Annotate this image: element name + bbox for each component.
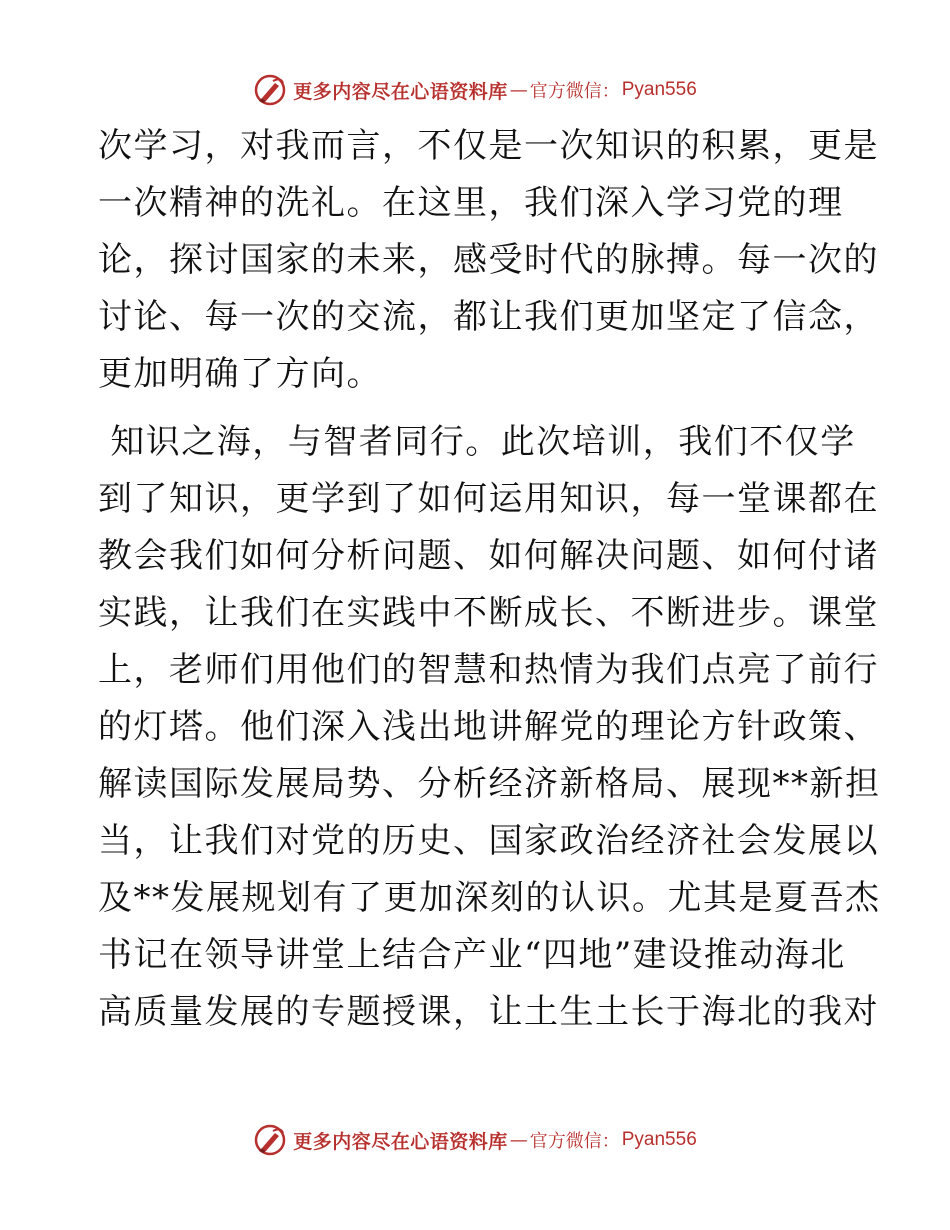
text-line: 及**发展规划有了更加深刻的认识。尤其是夏吾杰 (98, 878, 881, 918)
header-wechat-label: 官方微信： (529, 81, 620, 102)
text-line: 讨论、每一次的交流，都让我们更加坚定了信念， (98, 297, 879, 337)
text-line: 当，让我们对党的历史、国家政治经济社会发展以 (98, 821, 879, 861)
pen-logo-icon (253, 1123, 287, 1157)
text-line: 到了知识，更学到了如何运用知识，每一堂课都在 (98, 479, 879, 519)
pen-logo-icon (253, 73, 287, 107)
text-line: 更加明确了方向。 (98, 354, 382, 394)
text-line: 解读国际发展局势、分析经济新格局、展现**新担 (98, 764, 881, 804)
text-line: 教会我们如何分析问题、如何解决问题、如何付诸 (98, 536, 879, 576)
text-line: 论，探讨国家的未来，感受时代的脉搏。每一次的 (98, 240, 879, 280)
footer-brand-text: 更多内容尽在心语资料库 (293, 1130, 508, 1153)
text-line: 实践，让我们在实践中不断成长、不断进步。课堂 (98, 593, 879, 633)
header-brand-text: 更多内容尽在心语资料库 (293, 80, 508, 103)
footer-separator: — (509, 1129, 528, 1151)
footer-banner (0, 1120, 950, 1160)
text-line: 书记在领导讲堂上结合产业“四地”建设推动海北 (98, 935, 846, 975)
text-line: 的灯塔。他们深入浅出地讲解党的理论方针政策、 (98, 707, 879, 747)
text-line: 知识之海，与智者同行。此次培训，我们不仅学 (98, 422, 856, 462)
paragraph-gap (98, 403, 852, 414)
text-line: 高质量发展的专题授课，让土生土长于海北的我对 (98, 992, 879, 1032)
text-line: 一次精神的洗礼。在这里，我们深入学习党的理 (98, 183, 844, 223)
paragraph-1 (98, 118, 879, 403)
header-wechat-id: Pyan556 (621, 79, 697, 100)
header-banner (0, 70, 950, 110)
paragraph-2 (98, 414, 881, 1041)
footer-wechat-label: 官方微信： (529, 1131, 620, 1152)
header-separator: — (509, 79, 528, 101)
footer-wechat-id: Pyan556 (621, 1129, 697, 1150)
text-line: 上，老师们用他们的智慧和热情为我们点亮了前行 (98, 650, 879, 690)
document-body (98, 118, 881, 1041)
text-line: 次学习，对我而言，不仅是一次知识的积累，更是 (98, 126, 879, 166)
